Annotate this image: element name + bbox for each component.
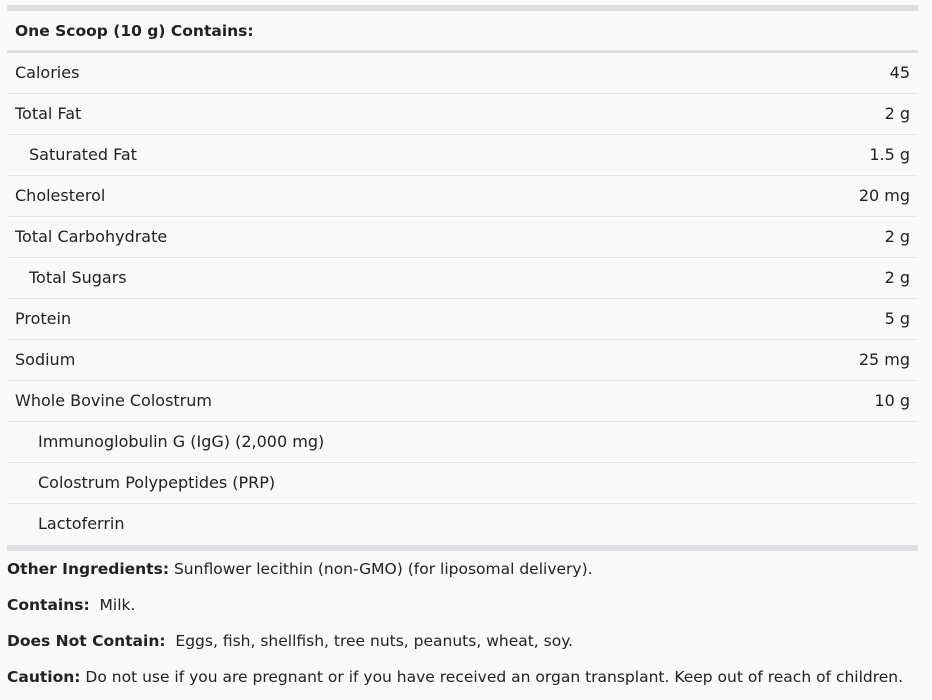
nutrient-value: 45 [889,63,910,82]
note-label: Contains: [7,596,90,614]
nutrient-value: 2 g [884,104,910,123]
note-label: Caution: [7,668,81,686]
table-row [7,176,918,217]
serving-header: One Scoop (10 g) Contains: [7,11,918,53]
bottom-divider [7,545,918,551]
nutrient-label: Sodium [15,350,76,369]
does-not-contain-note [7,628,927,664]
nutrient-value: 1.5 g [869,145,910,164]
nutrient-label: Calories [15,63,80,82]
table-row [7,135,918,176]
product-notes [7,556,927,700]
nutrient-value: 20 mg [858,186,910,205]
nutrient-label: Immunoglobulin G (IgG) (2,000 mg) [38,432,325,451]
nutrient-label: Whole Bovine Colostrum [15,391,212,410]
nutrient-label: Total Sugars [29,268,127,287]
table-row [7,463,918,504]
table-row [7,94,918,135]
nutrient-value: 10 g [874,391,910,410]
caution-note [7,664,927,700]
table-row [7,53,918,94]
nutrient-label: Lactoferrin [38,514,125,533]
table-row [7,217,918,258]
nutrient-label: Saturated Fat [29,145,137,164]
table-row [7,422,918,463]
supplement-facts-table [7,5,918,551]
note-label: Does Not Contain: [7,632,166,650]
nutrient-value: 2 g [884,227,910,246]
nutrient-value: 2 g [884,268,910,287]
nutrient-label: Protein [15,309,72,328]
nutrient-value: 5 g [884,309,910,328]
nutrient-label: Total Carbohydrate [15,227,168,246]
other-ingredients-note [7,556,927,592]
note-text: Sunflower lecithin (non-GMO) (for liposomal delivery). [169,560,593,578]
table-row [7,504,918,545]
note-text: Eggs, fish, shellfish, tree nuts, peanuts, wheat, soy. [165,632,574,650]
nutrient-value: 25 mg [858,350,910,369]
contains-note [7,592,927,628]
table-row [7,381,918,422]
note-text: Milk. [89,596,136,614]
table-row [7,299,918,340]
nutrient-label: Cholesterol [15,186,106,205]
nutrient-label: Total Fat [15,104,82,123]
note-label: Other Ingredients: [7,560,170,578]
nutrient-label: Colostrum Polypeptides (PRP) [38,473,276,492]
note-text: Do not use if you are pregnant or if you have received an organ transplant. Keep out of reach of children. [80,668,904,686]
table-row [7,258,918,299]
table-row [7,340,918,381]
